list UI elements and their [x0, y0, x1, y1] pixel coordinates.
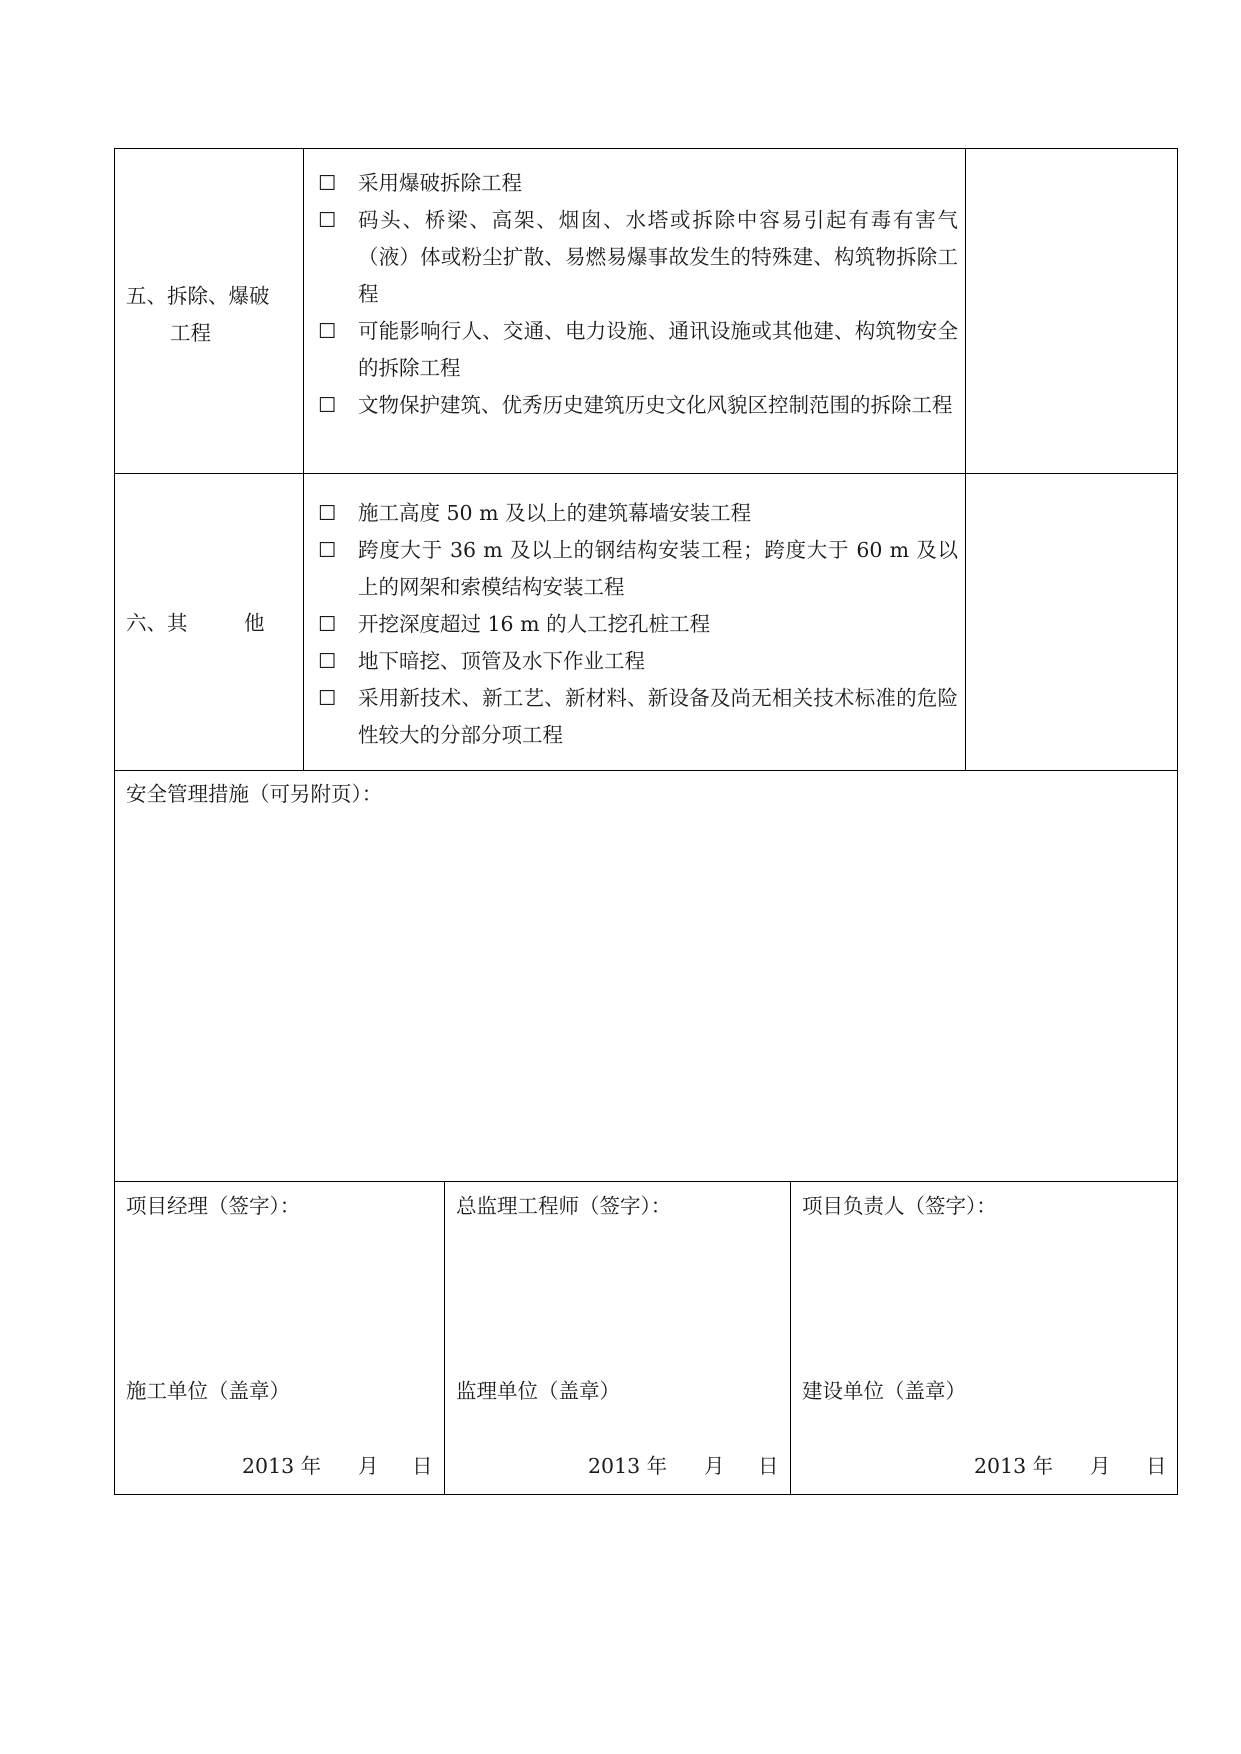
checklist-item-text: 文物保护建筑、优秀历史建筑历史文化风貌区控制范围的拆除工程 [358, 393, 953, 417]
checklist-item-text: 码头、桥梁、高架、烟囱、水塔或拆除中容易引起有毒有害气（液）体或粉尘扩散、易燃易爆事故发生的特殊建、构筑物拆除工程 [358, 208, 958, 306]
checklist-item-text: 可能影响行人、交通、电力设施、通讯设施或其他建、构筑物安全的拆除工程 [358, 319, 958, 380]
checklist-item[interactable] [318, 532, 958, 606]
checklist-item[interactable] [318, 313, 958, 387]
checklist-item-text: 施工高度 50 m 及以上的建筑幕墙安装工程 [358, 501, 752, 525]
row-divider-1 [114, 473, 1178, 474]
date-month: 月 [704, 1454, 725, 1478]
checklist-item-text: 开挖深度超过 16 m 的人工挖孔桩工程 [358, 612, 711, 636]
date-day: 日 [412, 1454, 433, 1478]
section-category-part1: 六、其 [126, 611, 188, 635]
supervision-unit-seal-label: 监理单位（盖章） [456, 1379, 620, 1403]
checklist-item-text: 采用爆破拆除工程 [358, 171, 522, 195]
safety-measures-label: 安全管理措施（可另附页）： [126, 782, 383, 806]
section-category-line1: 五、拆除、爆破 [126, 284, 270, 308]
section-category-demolition [126, 278, 296, 352]
checkbox-icon[interactable]: ☐ [318, 171, 337, 195]
row-divider-3 [114, 1181, 1178, 1182]
column-divider-category [303, 148, 304, 770]
checklist-item[interactable] [318, 606, 958, 643]
checkbox-icon[interactable]: ☐ [318, 538, 337, 562]
signature-divider-2 [790, 1181, 791, 1495]
checklist-item-text: 跨度大于 36 m 及以上的钢结构安装工程；跨度大于 60 m 及以上的网架和索模结构安装工程 [358, 538, 958, 599]
safety-measures-area[interactable] [116, 815, 1176, 1179]
date-day: 日 [1146, 1454, 1167, 1478]
column-divider-remarks [965, 148, 966, 770]
construction-unit-seal-label: 施工单位（盖章） [126, 1379, 290, 1403]
checklist-item[interactable] [318, 202, 958, 313]
checkbox-icon[interactable]: ☐ [318, 501, 337, 525]
section-category-part2: 他 [244, 611, 265, 635]
row-divider-2 [114, 770, 1178, 771]
date-month: 月 [1090, 1454, 1111, 1478]
checkbox-icon[interactable]: ☐ [318, 319, 337, 343]
chief-supervisor-signature-label: 总监理工程师（签字）： [456, 1194, 672, 1218]
checklist-item[interactable] [318, 643, 958, 680]
checklist-item-text: 采用新技术、新工艺、新材料、新设备及尚无相关技术标准的危险性较大的分部分项工程 [358, 686, 958, 747]
checklist-item[interactable] [318, 680, 958, 754]
date-year: 2013 年 [242, 1454, 322, 1478]
signature-divider-1 [444, 1181, 445, 1495]
checkbox-icon[interactable]: ☐ [318, 393, 337, 417]
checkbox-icon[interactable]: ☐ [318, 208, 337, 232]
section-category-line2: 工程 [170, 321, 211, 345]
checkbox-icon[interactable]: ☐ [318, 649, 337, 673]
project-leader-signature-area[interactable] [792, 1228, 1176, 1368]
section-category-other [126, 605, 296, 642]
checklist-item[interactable] [318, 495, 958, 532]
date-month: 月 [358, 1454, 379, 1478]
checkbox-icon[interactable]: ☐ [318, 612, 337, 636]
owner-unit-seal-label: 建设单位（盖章） [802, 1379, 966, 1403]
date-day: 日 [758, 1454, 779, 1478]
date-year: 2013 年 [974, 1454, 1054, 1478]
project-manager-signature-label: 项目经理（签字）： [126, 1194, 301, 1218]
checklist-item-text: 地下暗挖、顶管及水下作业工程 [358, 649, 645, 673]
checkbox-icon[interactable]: ☐ [318, 686, 337, 710]
checklist-item[interactable] [318, 387, 958, 424]
project-leader-signature-label: 项目负责人（签字）： [802, 1194, 997, 1218]
checklist-item[interactable] [318, 165, 958, 202]
project-manager-signature-area[interactable] [116, 1228, 442, 1368]
date-year: 2013 年 [588, 1454, 668, 1478]
chief-supervisor-signature-area[interactable] [446, 1228, 788, 1368]
